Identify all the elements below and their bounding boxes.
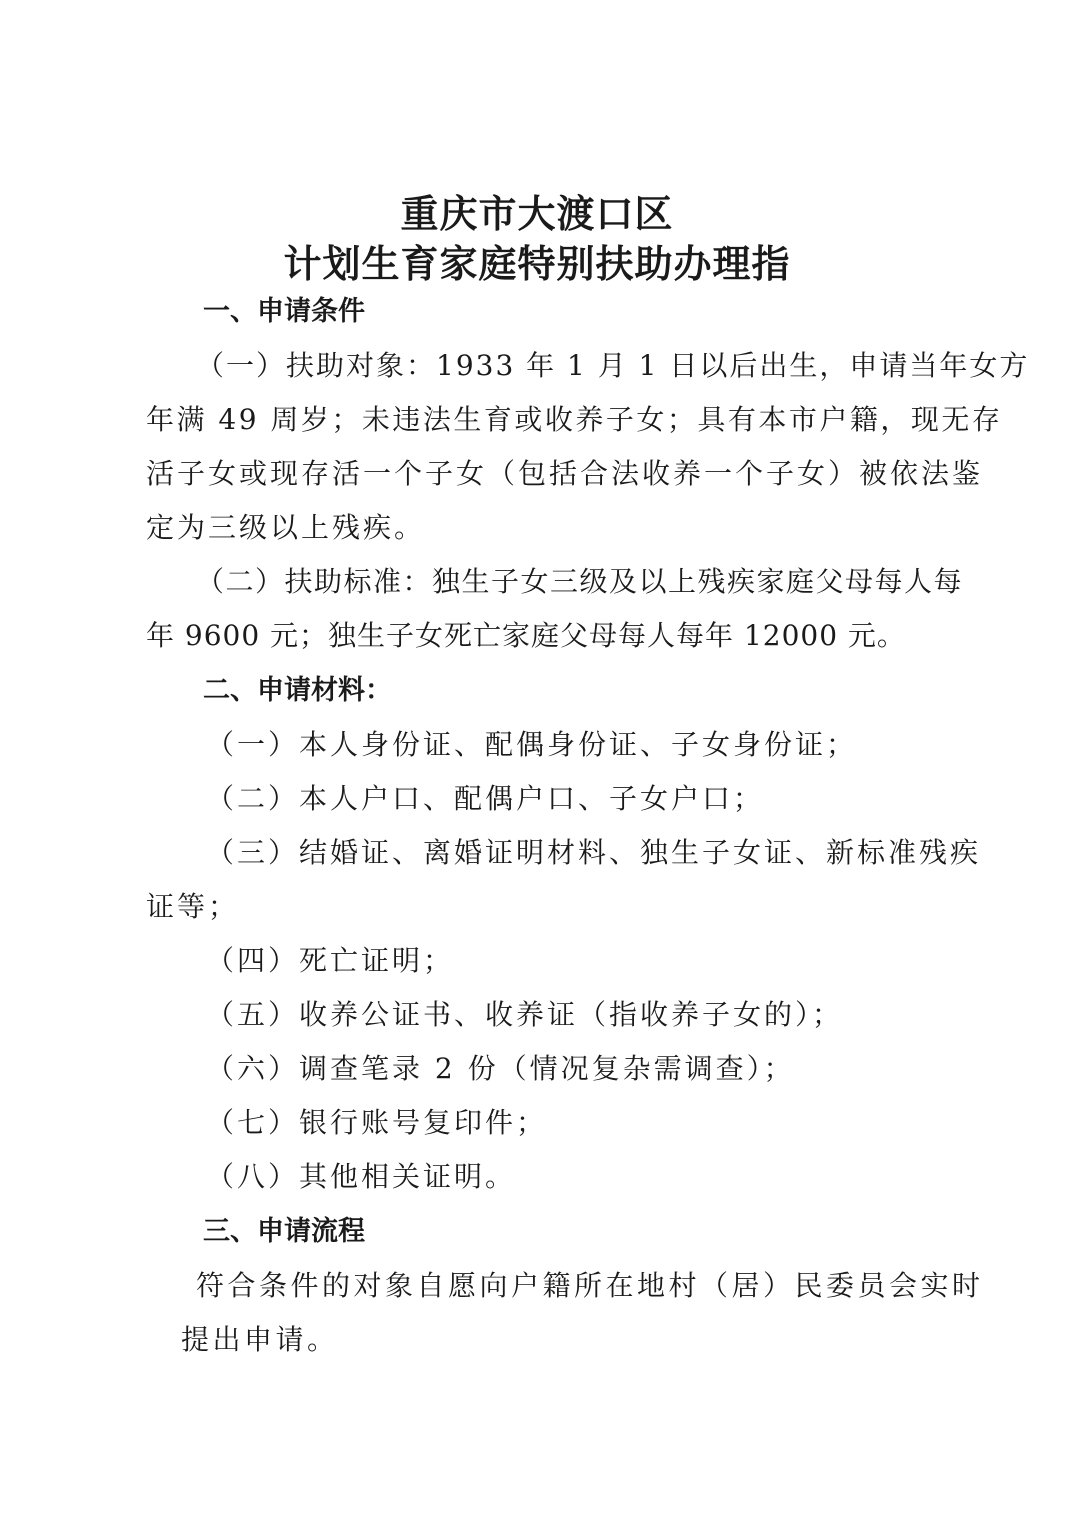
section2-item3-line1: （三）结婚证、离婚证明材料、独生子女证、新标准残疾 bbox=[206, 836, 982, 869]
section2-item4: （四）死亡证明； bbox=[206, 944, 455, 977]
section1-paragraph2-line1: （二）扶助标准：独生子女三级及以上残疾家庭父母每人每 bbox=[196, 565, 964, 598]
section3-heading: 三、申请流程 bbox=[203, 1216, 365, 1247]
document-title-line1: 重庆市大渡口区 bbox=[400, 191, 674, 236]
section2-item2: （二）本人户口、配偶户口、子女户口； bbox=[206, 782, 765, 815]
document-title-line2: 计划生育家庭特别扶助办理指 bbox=[283, 241, 791, 286]
section2-item8: （八）其他相关证明。 bbox=[206, 1160, 517, 1193]
section1-paragraph1-line1: （一）扶助对象：1933 年 1 月 1 日以后出生，申请当年女方 bbox=[196, 349, 1030, 382]
section2-item3-line2: 证等； bbox=[146, 890, 240, 923]
section2-item1: （一）本人身份证、配偶身份证、子女身份证； bbox=[206, 728, 858, 761]
section2-item6: （六）调查笔录 2 份（情况复杂需调查）； bbox=[206, 1052, 795, 1085]
section1-paragraph1-line4: 定为三级以上残疾。 bbox=[146, 511, 426, 544]
section2-heading: 二、申请材料： bbox=[203, 675, 392, 706]
section1-paragraph1-line2: 年满 49 周岁；未违法生育或收养子女；具有本市户籍，现无存 bbox=[146, 403, 1003, 436]
section3-paragraph1-line1: 符合条件的对象自愿向户籍所在地村（居）民委员会实时 bbox=[196, 1269, 984, 1302]
section2-item7: （七）银行账号复印件； bbox=[206, 1106, 548, 1139]
section3-paragraph1-line2: 提出申请。 bbox=[181, 1323, 339, 1356]
section2-item5: （五）收养公证书、收养证（指收养子女的）； bbox=[206, 998, 844, 1031]
section1-heading: 一、申请条件 bbox=[203, 296, 365, 327]
section1-paragraph1-line3: 活子女或现存活一个子女（包括合法收养一个子女）被依法鉴 bbox=[146, 457, 984, 490]
section1-paragraph2-line2: 年 9600 元；独生子女死亡家庭父母每人每年 12000 元。 bbox=[146, 619, 906, 652]
